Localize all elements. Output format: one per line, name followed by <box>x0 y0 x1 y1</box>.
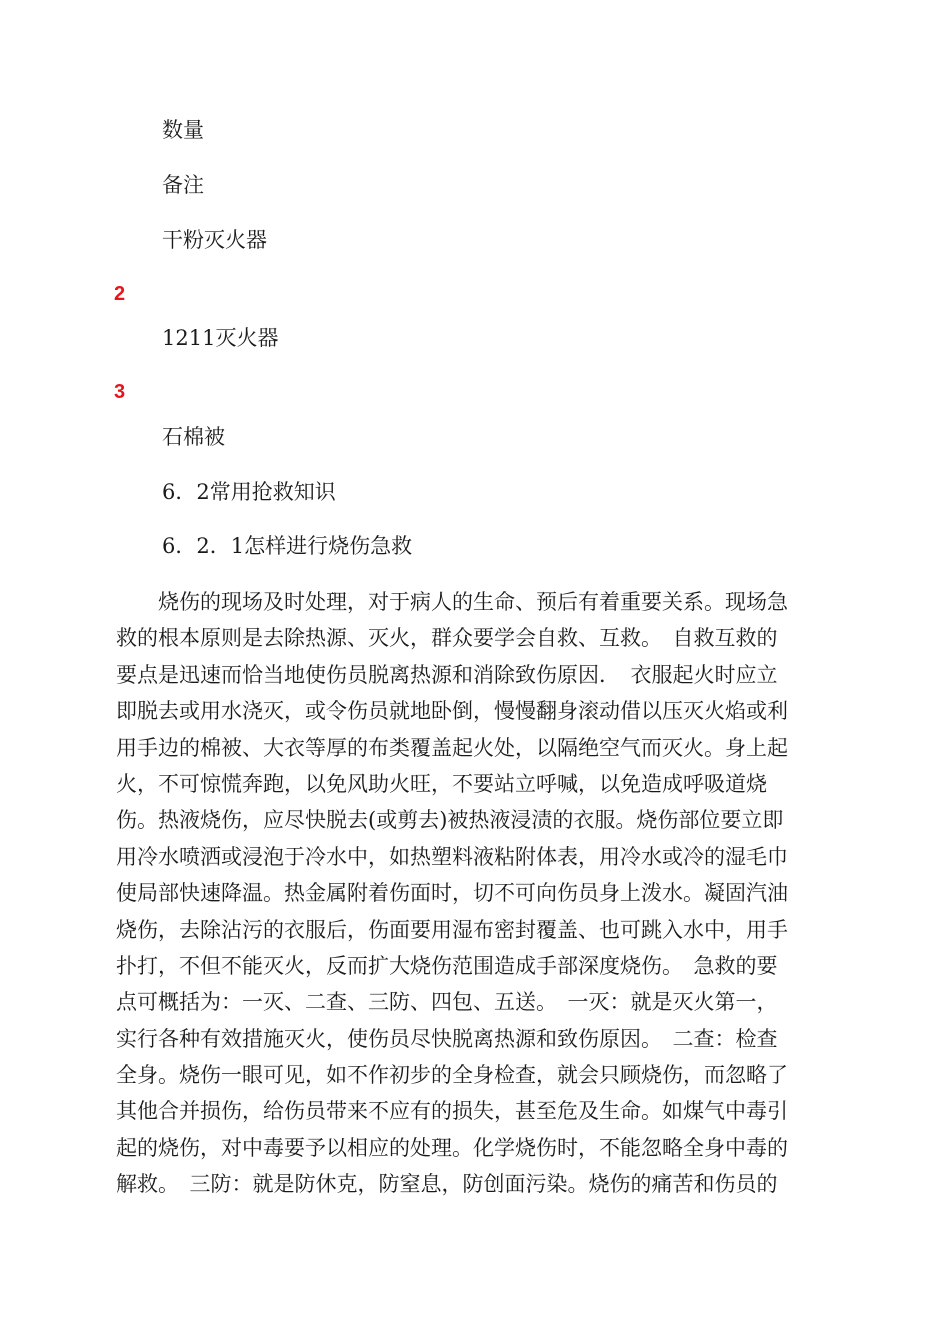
item-asbestos-blanket: 石棉被 <box>162 425 225 449</box>
paragraph-line: 烧伤，去除沾污的衣服后，伤面要用湿布密封覆盖、也可跳入水中，用手 <box>116 917 788 942</box>
paragraph-line: 即脱去或用水浇灭，或令伤员就地卧倒，慢慢翻身滚动借以压灭火焰或利 <box>116 699 788 724</box>
paragraph-line: 用冷水喷洒或浸泡于冷水中，如热塑料液粘附体表，用冷水或冷的湿毛巾 <box>116 844 788 869</box>
paragraph-line: 点可概括为：一灭、二查、三防、四包、五送。 一灭：就是灭火第一， <box>116 990 778 1015</box>
item-remark: 备注 <box>162 173 204 197</box>
paragraph-line: 其他合并损伤，给伤员带来不应有的损失，甚至危及生命。如煤气中毒引 <box>116 1099 788 1124</box>
paragraph-line: 解救。 三防：就是防休克，防窒息，防创面污染。烧伤的痛苦和伤员的 <box>116 1172 778 1197</box>
section-heading-6-2-1: 6．2．1怎样进行烧伤急救 <box>162 534 413 558</box>
item-dry-powder-extinguisher: 干粉灭火器 <box>162 228 267 252</box>
paragraph-line: 用手边的棉被、大衣等厚的布类覆盖起火处，以隔绝空气而灭火。身上起 <box>116 735 788 760</box>
paragraph-line: 救的根本原则是去除热源、灭火，群众要学会自救、互救。 自救互救的 <box>116 626 778 651</box>
burn-first-aid-paragraph <box>116 584 836 1203</box>
paragraph-line: 伤。热液烧伤，应尽快脱去(或剪去)被热液浸渍的衣服。烧伤部位要立即 <box>116 808 784 833</box>
paragraph-line: 全身。烧伤一眼可见，如不作初步的全身检查，就会只顾烧伤，而忽略了 <box>116 1063 788 1088</box>
item-halon-extinguisher: 1211灭火器 <box>162 326 279 350</box>
section-heading-6-2: 6．2常用抢救知识 <box>162 480 336 504</box>
paragraph-line: 起的烧伤，对中毒要予以相应的处理。化学烧伤时，不能忽略全身中毒的 <box>116 1135 788 1160</box>
paragraph-line: 烧伤的现场及时处理，对于病人的生命、预后有着重要关系。现场急 <box>116 590 788 614</box>
paragraph-line: 火，不可惊慌奔跑，以免风助火旺，不要站立呼喊，以免造成呼吸道烧 <box>116 771 767 796</box>
paragraph-line: 要点是迅速而恰当地使伤员脱离热源和消除致伤原因． 衣服起火时应立 <box>116 662 778 687</box>
paragraph-line: 使局部快速降温。热金属附着伤面时，切不可向伤员身上泼水。凝固汽油 <box>116 881 788 906</box>
paragraph-line: 实行各种有效措施灭火，使伤员尽快脱离热源和致伤原因。 二查：检查 <box>116 1026 778 1051</box>
item-number-3: 3 <box>114 381 126 403</box>
paragraph-line: 扑打，不但不能灭火，反而扩大烧伤范围造成手部深度烧伤。 急救的要 <box>116 953 778 978</box>
item-quantity: 数量 <box>162 118 204 142</box>
item-number-2: 2 <box>114 283 126 305</box>
